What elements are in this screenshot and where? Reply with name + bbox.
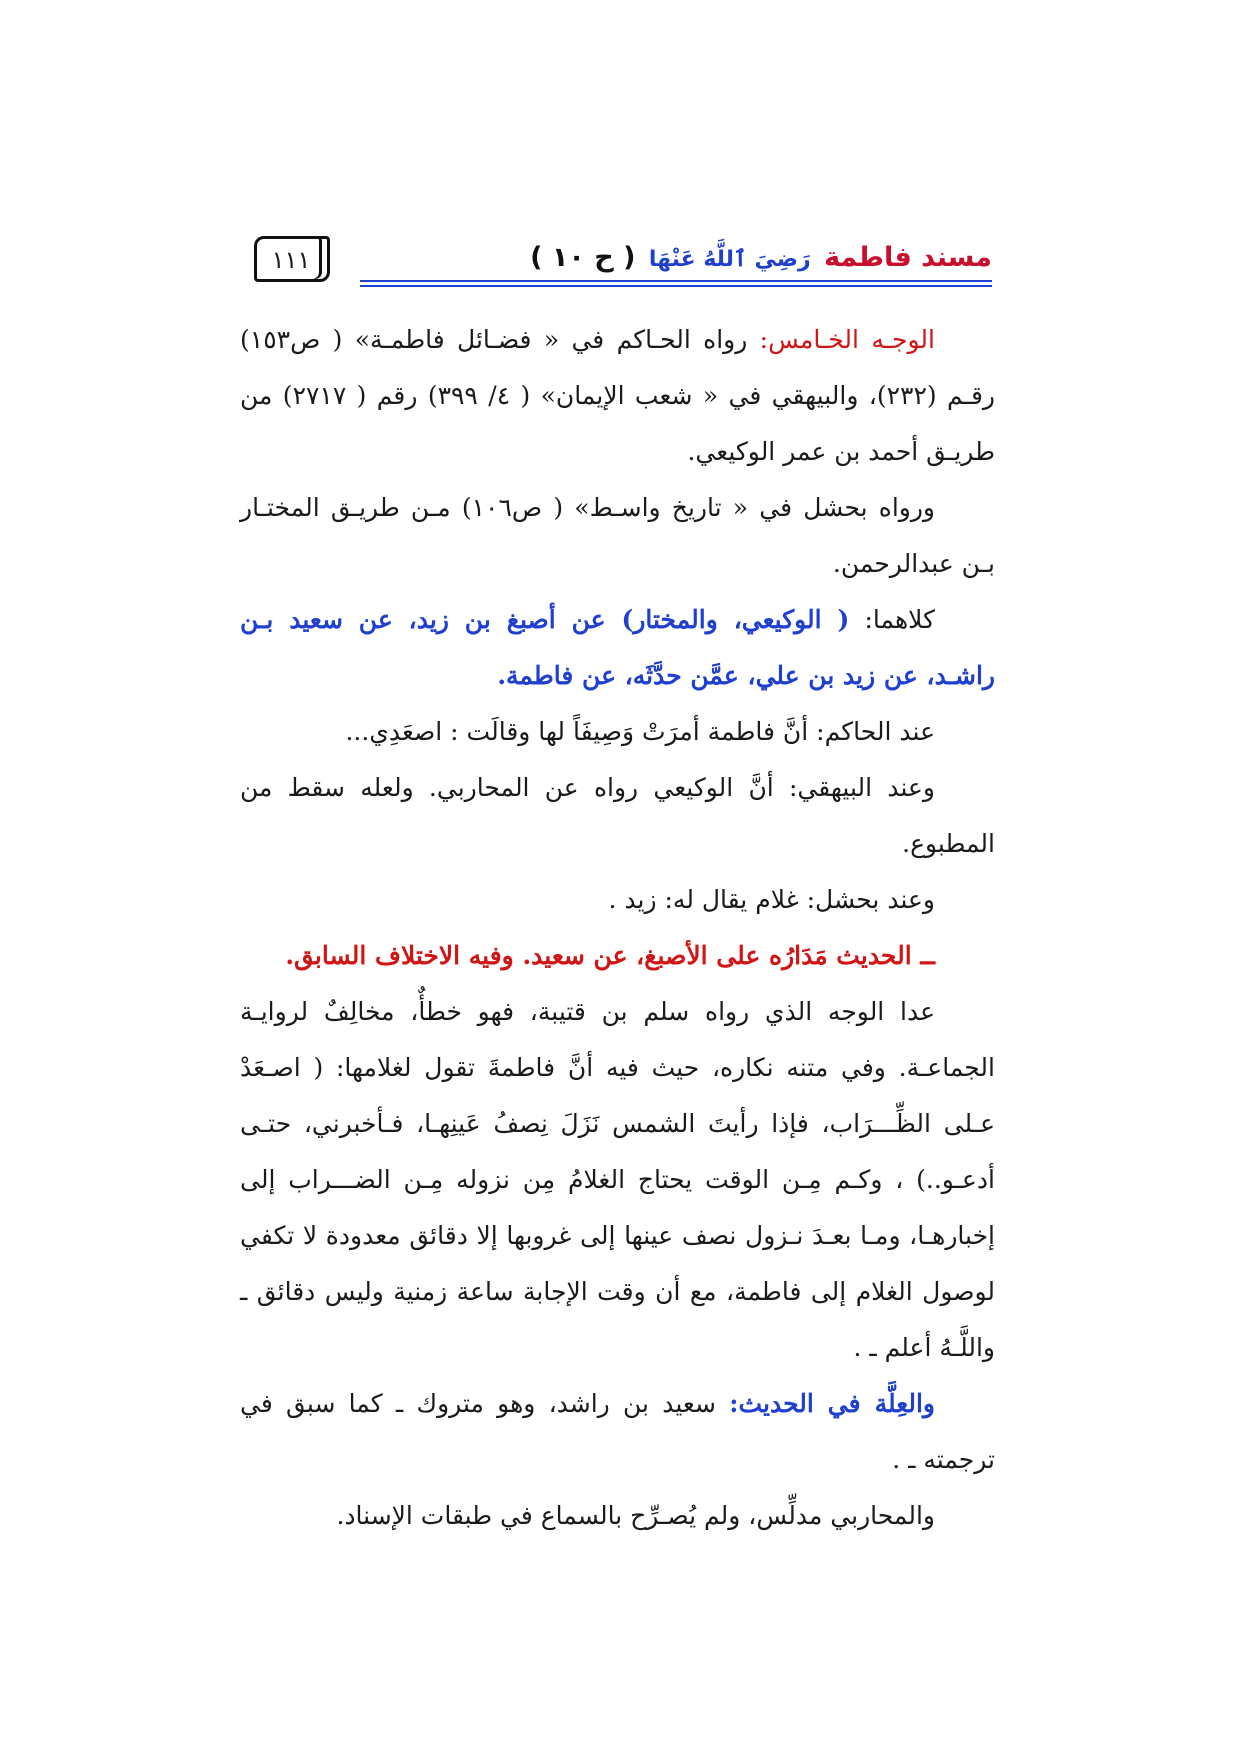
paragraph-label: والعِلَّة في الحديث: [729, 1389, 935, 1418]
paragraph-text: رواه الحـاكم في « فضـائل فاطمـة» ( ص١٥٣) رقـم (٢٣٢)، والبيهقي في « شعب الإيمان» ( ٤/ ٣٩٩) رقم ( ٢٧١٧) من طريـق أحمد بن عمر الوكيعي. [240, 325, 996, 466]
page-number-frame [254, 236, 330, 282]
page-number: ١١١ [271, 246, 311, 274]
paragraph-bahshal-note [240, 872, 995, 928]
paragraph-bahshal [240, 480, 995, 592]
paragraph-text: والمحاربي مدلِّس، ولم يُصـرِّح بالسماع في طبقات الإسناد. [336, 1501, 935, 1530]
title-name: مسند فاطمة [824, 242, 992, 273]
page-header [252, 232, 992, 290]
header-double-rule [360, 280, 992, 287]
paragraph-muharibi [240, 1488, 995, 1544]
paragraph-label: الوجـه الخـامس: [759, 325, 935, 354]
paragraph-text: عند الحاكم: أنَّ فاطمة أمرَتْ وَصِيفَاً لها وقالَت : اصعَدِي... [345, 717, 935, 746]
paragraph-hakim [240, 704, 995, 760]
paragraph-conclusion [240, 928, 995, 984]
paragraph-discussion [240, 984, 995, 1376]
paragraph-isnad [240, 592, 995, 704]
paragraph-fifth-aspect [240, 312, 995, 480]
paragraph-text: ورواه بحشل في « تاريخ واسـط» ( ص١٠٦) مـن طريـق المختـار بـن عبدالرحمن. [240, 493, 995, 578]
running-title [530, 242, 992, 273]
title-hadith-ref: ( ح ١٠ ) [530, 242, 636, 273]
paragraph-bayhaqi [240, 760, 995, 872]
paragraph-text: عدا الوجه الذي رواه سلم بن قتيبة، فهو خطأٌ، مخالِفٌ لروايـة الجماعـة. وفي متنه نكاره، حيث فيه أنَّ فاطمةَ تقول لغلامها: ( اصـعَدْ عـلى الظِّـــرَاب، فإذا رأيتَ الشمس نَزَلَ نِصفُ عَينِهـا، فـأخبرني، حتـى أدعـو..) ، وكـم مِـن الوقت يحتاج الغلامُ مِن نزوله مِـن الضـــراب إلى إخبارهـا، ومـا بعـدَ نـزول نصف عينها إلى غروبها إلا دقائق معدودة لا تكفي لوصول الغلام إلى فاطمة، مع أن وقت الإجابة ساعة زمنية وليس دقائق ـ واللَّـهُ أعلم ـ . [240, 997, 995, 1362]
paragraph-text: وعند البيهقي: أنَّ الوكيعي رواه عن المحاربي. ولعله سقط من المطبوع. [240, 773, 995, 858]
page-body [240, 312, 995, 1544]
paragraph-text: وعند بحشل: غلام يقال له: زيد . [608, 885, 935, 914]
isnad-chain: ( الوكيعي، والمختار) عن أصبغ بن زيد، عن سعيد بـن راشـد، عن زيد بن علي، عمَّن حدَّثَه، عن فاطمة. [240, 605, 995, 690]
conclusion-text: ــ الحديث مَدَارُه على الأصبغ، عن سعيد. وفيه الاختلاف السابق. [285, 941, 935, 970]
paragraph-prefix: كلاهما: [849, 605, 935, 634]
paragraph-text: سعيد بن راشد، وهو متروك ـ كما سبق في ترجمته ـ . [240, 1389, 995, 1474]
title-honorific: رَضِيَ ٱللَّهُ عَنْهَا [648, 247, 811, 272]
paragraph-illa [240, 1376, 995, 1488]
